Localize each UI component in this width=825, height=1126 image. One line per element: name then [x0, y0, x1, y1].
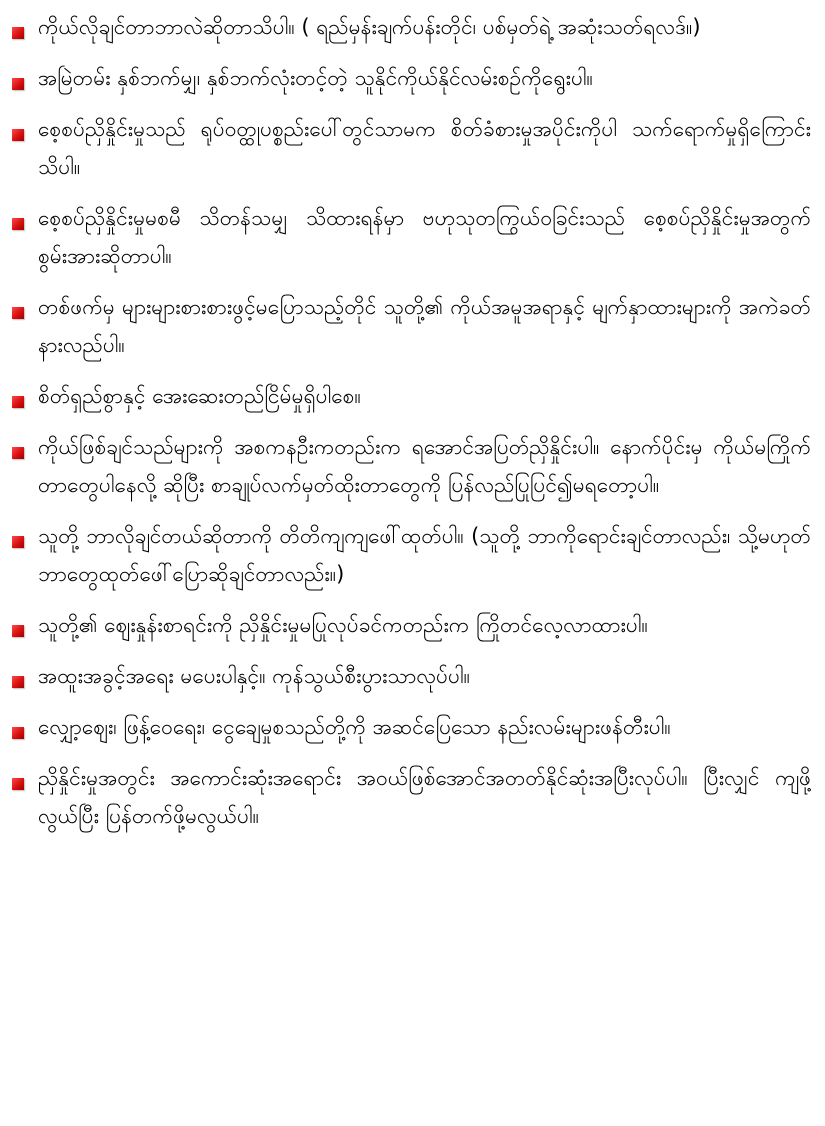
- list-item: [0, 59, 825, 97]
- list-item: [0, 428, 825, 504]
- red-square-bullet-icon: [12, 778, 24, 790]
- red-square-bullet-icon: [12, 129, 24, 141]
- red-square-bullet-icon: [12, 447, 24, 459]
- red-square-bullet-icon: [12, 27, 24, 39]
- list-item-text: တစ်ဖက်မှ များများစားစားဖွင့်မပြောသည့်တိုင် သူတို့၏ ကိုယ်အမူအရာနှင့် မျက်နှာထားများကို အကဲခတ်နားလည်ပါ။: [38, 295, 811, 357]
- list-item: [0, 657, 825, 695]
- list-item-text: ကိုယ်လိုချင်တာဘာလဲဆိုတာသိပါ။ ( ရည်မှန်းချက်ပန်းတိုင်၊ ပစ်မှတ်ရဲ့ အဆုံးသတ်ရလဒ်။): [38, 15, 701, 39]
- list-item: [0, 606, 825, 644]
- list-item-text: လျှော့ဈေး၊ ဖြန့်ဝေရေး၊ ငွေချေမှုစသည်တို့ကို အဆင်ပြေသော နည်းလမ်းများဖန်တီးပါ။: [38, 715, 671, 739]
- list-item-text: စေ့စပ်ညှိနှိုင်းမှုမစမီ သိတန်သမျှ သိထားရန်မှာ ဗဟုသုတကြွယ်ဝခြင်းသည် စေ့စပ်ညှိနှိုင်းမှုအတွက် စွမ်းအားဆိုတာပါ။: [38, 206, 811, 268]
- list-item: [0, 517, 825, 593]
- list-item-text: အထူးအခွင့်အရေး မပေးပါနှင့်။ ကုန်သွယ်စီးပွားသာလုပ်ပါ။: [38, 664, 470, 688]
- list-item: [0, 377, 825, 415]
- list-item-text: ညှိနှိုင်းမှုအတွင်း အကောင်းဆုံးအရောင်း အဝယ်ဖြစ်အောင်အတတ်နိုင်ဆုံးအပြီးလုပ်ပါ။ ပြီးလျှင် ကျဖို့လွယ်ပြီး ပြန်တက်ဖို့မလွယ်ပါ။: [38, 766, 811, 828]
- list-item: [0, 8, 825, 46]
- list-item-text: စိတ်ရှည်စွာနှင့် အေးဆေးတည်ငြိမ်မှုရှိပါစေ။: [38, 384, 361, 408]
- red-square-bullet-icon: [12, 727, 24, 739]
- list-item: [0, 110, 825, 186]
- list-item-text: အမြဲတမ်း နှစ်ဘက်မျှ၊ နှစ်ဘက်လုံးတင့်တဲ့ သူနိုင်ကိုယ်နိုင်လမ်းစဉ်ကိုရွေးပါ။: [38, 66, 593, 90]
- red-square-bullet-icon: [12, 396, 24, 408]
- list-item-text: သူတို့၏ ဈေးနှုန်းစာရင်းကို ညှိနှိုင်းမှုမပြုလုပ်ခင်ကတည်းက ကြိုတင်လေ့လာထားပါ။: [38, 613, 648, 637]
- list-item: [0, 199, 825, 275]
- red-square-bullet-icon: [12, 536, 24, 548]
- list-item-text: သူတို့ ဘာလိုချင်တယ်ဆိုတာကို တိတိကျကျဖေါ်ထုတ်ပါ။ (သူတို့ ဘာကိုရောင်းချင်တာလည်း၊ သို့မဟုတ်ဘာတွေထုတ်ဖေါ်ပြောဆိုချင်တာလည်း။): [38, 524, 811, 586]
- red-square-bullet-icon: [12, 676, 24, 688]
- list-item: [0, 759, 825, 835]
- list-item: [0, 708, 825, 746]
- red-square-bullet-icon: [12, 78, 24, 90]
- list-item-text: စေ့စပ်ညှိနှိုင်းမှုသည် ရုပ်ဝတ္ထုပစ္စည်းပေါ်တွင်သာမက စိတ်ခံစားမှုအပိုင်းကိုပါ သက်ရောက်မှုရှိကြောင်း သိပါ။: [38, 117, 811, 179]
- red-square-bullet-icon: [12, 218, 24, 230]
- list-item-text: ကိုယ်ဖြစ်ချင်သည်များကို အစကနဦးကတည်းက ရအောင်အပြတ်ညှိနှိုင်းပါ။ နောက်ပိုင်းမှ ကိုယ်မကြိုက်တာတွေပါနေလို့ ဆိုပြီး စာချုပ်လက်မှတ်ထိုးတာတွေကို ပြန်လည်ပြုပြင်၍မရတော့ပါ။: [38, 435, 811, 497]
- red-square-bullet-icon: [12, 307, 24, 319]
- red-square-bullet-icon: [12, 625, 24, 637]
- list-item: [0, 288, 825, 364]
